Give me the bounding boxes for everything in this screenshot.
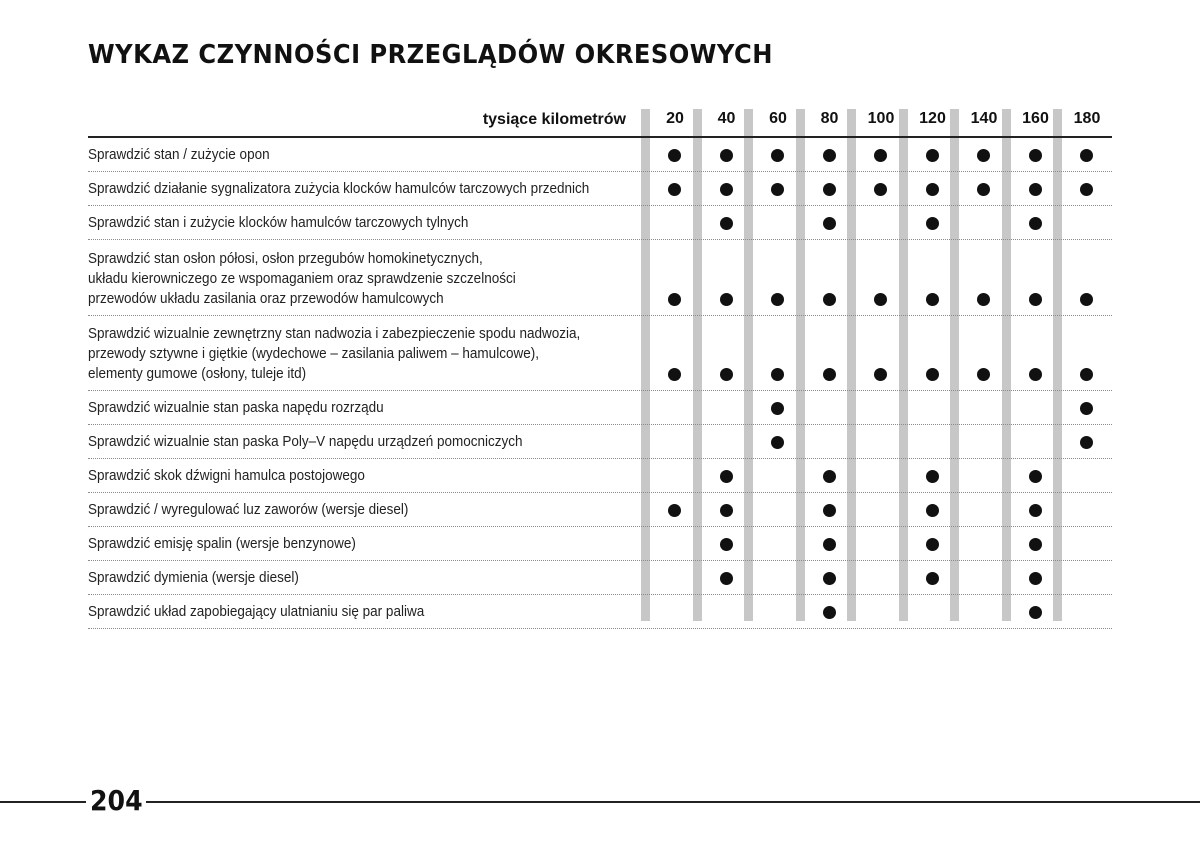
check-cell	[963, 368, 1005, 382]
check-cell	[809, 572, 851, 586]
check-cell	[809, 538, 851, 552]
check-cell	[757, 368, 799, 382]
table-row	[88, 527, 1112, 561]
table-row	[88, 138, 1112, 172]
check-dot-icon	[926, 217, 939, 230]
check-dot-icon	[720, 183, 733, 196]
check-cell	[757, 293, 799, 307]
check-cell	[654, 293, 696, 307]
check-dot-icon	[926, 149, 939, 162]
check-dot-icon	[926, 470, 939, 483]
check-cell	[706, 470, 748, 484]
check-cell	[809, 504, 851, 518]
check-dot-icon	[1080, 436, 1093, 449]
check-dot-icon	[668, 368, 681, 381]
check-cell	[860, 368, 902, 382]
check-dot-icon	[874, 368, 887, 381]
check-dot-icon	[771, 149, 784, 162]
check-dot-icon	[771, 368, 784, 381]
check-dot-icon	[926, 538, 939, 551]
check-cell	[654, 504, 696, 518]
check-dot-icon	[720, 504, 733, 517]
table-row	[88, 561, 1112, 595]
check-cell	[963, 149, 1005, 163]
check-cell	[1066, 368, 1108, 382]
check-cell	[963, 183, 1005, 197]
check-dot-icon	[977, 368, 990, 381]
check-dot-icon	[1029, 470, 1042, 483]
check-cell	[860, 293, 902, 307]
km-column-header: 140	[970, 110, 998, 127]
task-label	[88, 466, 581, 486]
check-dot-icon	[1029, 149, 1042, 162]
check-dot-icon	[771, 402, 784, 415]
check-dot-icon	[720, 217, 733, 230]
check-dot-icon	[823, 217, 836, 230]
km-column-header: 100	[867, 110, 895, 127]
check-dot-icon	[823, 538, 836, 551]
check-cell	[963, 293, 1005, 307]
check-dot-icon	[1029, 217, 1042, 230]
page-title: WYKAZ CZYNNOŚCI PRZEGLĄDÓW OKRESOWYCH	[88, 40, 773, 70]
task-label-line: Sprawdzić wizualnie stan paska Poly–V napędu urządzeń pomocniczych	[88, 433, 523, 450]
check-dot-icon	[1029, 606, 1042, 619]
task-label-line: przewodów układu zasilania oraz przewodów hamulcowych	[88, 290, 444, 307]
task-label-line: Sprawdzić układ zapobiegający ulatnianiu się par paliwa	[88, 603, 425, 620]
km-column-header: 60	[769, 110, 787, 127]
check-dot-icon	[771, 293, 784, 306]
check-cell	[1015, 538, 1057, 552]
check-cell	[1066, 436, 1108, 450]
task-label-line: Sprawdzić emisję spalin (wersje benzynowe)	[88, 535, 356, 552]
check-cell	[1066, 149, 1108, 163]
task-label-line: Sprawdzić działanie sygnalizatora zużycia klocków hamulców tarczowych przednich	[88, 180, 590, 197]
check-dot-icon	[720, 538, 733, 551]
task-label-line: Sprawdzić stan / zużycie opon	[88, 146, 270, 163]
check-dot-icon	[1080, 368, 1093, 381]
check-cell	[809, 183, 851, 197]
km-column-header: 40	[717, 110, 736, 127]
task-label	[88, 324, 581, 384]
check-cell	[1015, 572, 1057, 586]
check-cell	[912, 572, 954, 586]
check-cell	[912, 293, 954, 307]
check-dot-icon	[771, 436, 784, 449]
check-cell	[654, 149, 696, 163]
task-label-line: elementy gumowe (osłony, tuleje itd)	[88, 365, 307, 382]
check-dot-icon	[977, 293, 990, 306]
check-dot-icon	[1029, 572, 1042, 585]
check-cell	[912, 368, 954, 382]
check-cell	[912, 217, 954, 231]
task-label	[88, 534, 581, 554]
check-cell	[912, 538, 954, 552]
check-cell	[912, 183, 954, 197]
check-dot-icon	[874, 183, 887, 196]
check-dot-icon	[823, 293, 836, 306]
check-cell	[809, 470, 851, 484]
task-label	[88, 179, 590, 199]
table-row	[88, 172, 1112, 206]
check-cell	[1066, 183, 1108, 197]
check-cell	[757, 402, 799, 416]
task-label	[88, 249, 581, 309]
task-label	[88, 432, 581, 452]
check-dot-icon	[926, 572, 939, 585]
km-column-header: 160	[1022, 110, 1049, 127]
task-label-line: przewody sztywne i giętkie (wydechowe – zasilania paliwem – hamulcowe),	[88, 345, 539, 362]
table-header-row	[88, 104, 1112, 138]
check-dot-icon	[668, 504, 681, 517]
km-column-header: 20	[666, 110, 684, 127]
check-cell	[809, 606, 851, 620]
task-label	[88, 398, 581, 418]
footer-rule-right	[146, 801, 1200, 803]
check-dot-icon	[823, 504, 836, 517]
check-dot-icon	[1029, 293, 1042, 306]
check-cell	[1015, 470, 1057, 484]
check-dot-icon	[926, 293, 939, 306]
check-cell	[809, 293, 851, 307]
check-cell	[1015, 149, 1057, 163]
check-dot-icon	[668, 183, 681, 196]
check-cell	[860, 149, 902, 163]
table-row	[88, 425, 1112, 459]
task-label-line: Sprawdzić stan osłon półosi, osłon przegubów homokinetycznych,	[88, 250, 483, 267]
check-cell	[1066, 402, 1108, 416]
check-dot-icon	[720, 149, 733, 162]
check-cell	[809, 217, 851, 231]
check-dot-icon	[1029, 504, 1042, 517]
check-cell	[706, 538, 748, 552]
check-cell	[706, 217, 748, 231]
table-row	[88, 493, 1112, 527]
check-dot-icon	[977, 183, 990, 196]
footer-rule-left	[0, 801, 86, 803]
check-cell	[860, 183, 902, 197]
check-cell	[809, 368, 851, 382]
check-dot-icon	[823, 470, 836, 483]
table-row	[88, 595, 1112, 629]
km-column-header: 80	[820, 110, 839, 127]
task-label-line: Sprawdzić dymienia (wersje diesel)	[88, 569, 299, 586]
check-dot-icon	[720, 470, 733, 483]
check-dot-icon	[1029, 538, 1042, 551]
task-label	[88, 602, 581, 622]
check-dot-icon	[823, 368, 836, 381]
check-dot-icon	[1029, 368, 1042, 381]
check-dot-icon	[823, 606, 836, 619]
check-cell	[912, 470, 954, 484]
table-row	[88, 459, 1112, 493]
task-label-line: Sprawdzić stan i zużycie klocków hamulców tarczowych tylnych	[88, 214, 469, 231]
maintenance-schedule-table	[88, 104, 1112, 629]
check-dot-icon	[1080, 149, 1093, 162]
table-body	[88, 138, 1112, 629]
task-label-line: układu kierowniczego ze wspomaganiem oraz sprawdzenie szczelności	[88, 270, 516, 287]
check-cell	[706, 149, 748, 163]
check-cell	[706, 504, 748, 518]
check-cell	[706, 183, 748, 197]
check-dot-icon	[668, 149, 681, 162]
check-cell	[757, 436, 799, 450]
check-cell	[706, 368, 748, 382]
check-dot-icon	[823, 183, 836, 196]
check-cell	[1015, 183, 1057, 197]
check-dot-icon	[926, 368, 939, 381]
km-column-header: 180	[1073, 110, 1101, 127]
check-dot-icon	[823, 149, 836, 162]
check-cell	[1015, 293, 1057, 307]
task-label-line: Sprawdzić wizualnie zewnętrzny stan nadwozia i zabezpieczenie spodu nadwozia,	[88, 325, 581, 342]
check-dot-icon	[1029, 183, 1042, 196]
task-label	[88, 568, 581, 588]
check-cell	[757, 149, 799, 163]
task-label-line: Sprawdzić skok dźwigni hamulca postojowego	[88, 467, 365, 484]
table-row	[88, 206, 1112, 240]
check-cell	[654, 368, 696, 382]
task-label	[88, 145, 581, 165]
check-dot-icon	[720, 368, 733, 381]
check-cell	[757, 183, 799, 197]
table-row	[88, 316, 1112, 391]
check-dot-icon	[926, 504, 939, 517]
check-cell	[654, 183, 696, 197]
check-dot-icon	[874, 149, 887, 162]
check-dot-icon	[771, 183, 784, 196]
check-dot-icon	[720, 572, 733, 585]
check-cell	[706, 293, 748, 307]
task-label	[88, 500, 581, 520]
check-cell	[1015, 606, 1057, 620]
table-row	[88, 240, 1112, 316]
task-label-line: Sprawdzić wizualnie stan paska napędu rozrządu	[88, 399, 384, 416]
km-column-header: 120	[919, 110, 946, 127]
check-cell	[912, 504, 954, 518]
page-number: 204	[90, 784, 143, 817]
task-label	[88, 213, 581, 233]
check-dot-icon	[720, 293, 733, 306]
check-cell	[912, 149, 954, 163]
check-dot-icon	[1080, 402, 1093, 415]
check-cell	[1015, 217, 1057, 231]
check-dot-icon	[823, 572, 836, 585]
table-row	[88, 391, 1112, 425]
check-cell	[809, 149, 851, 163]
check-dot-icon	[926, 183, 939, 196]
task-label-line: Sprawdzić / wyregulować luz zaworów (wersje diesel)	[88, 501, 409, 518]
check-cell	[706, 572, 748, 586]
check-cell	[1066, 293, 1108, 307]
check-dot-icon	[1080, 183, 1093, 196]
check-dot-icon	[977, 149, 990, 162]
check-cell	[1015, 368, 1057, 382]
check-dot-icon	[668, 293, 681, 306]
header-label: tysiące kilometrów	[482, 111, 626, 128]
check-dot-icon	[874, 293, 887, 306]
check-dot-icon	[1080, 293, 1093, 306]
check-cell	[1015, 504, 1057, 518]
